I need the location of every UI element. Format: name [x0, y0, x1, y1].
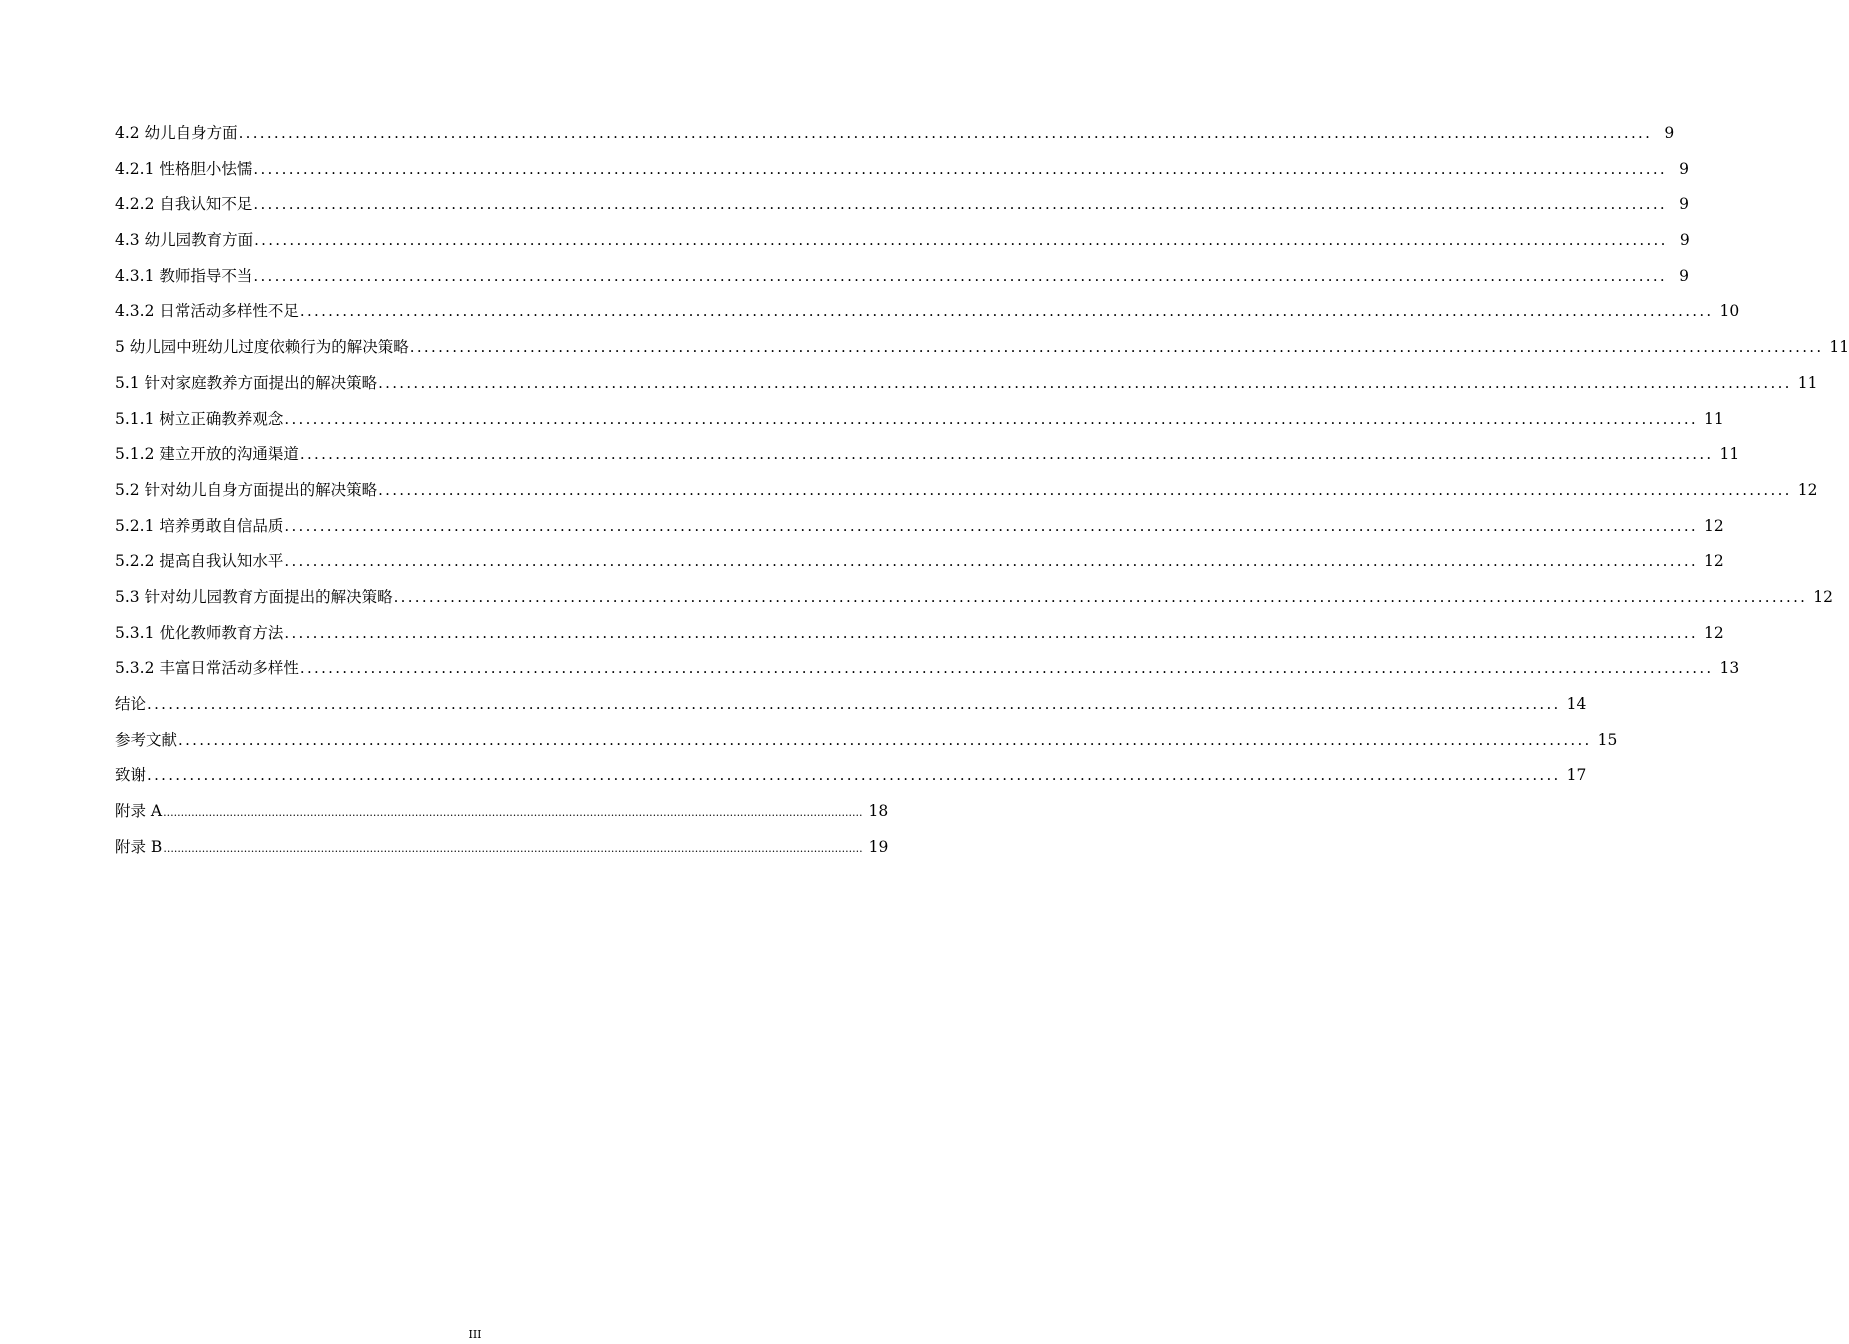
toc-leader-dots: ........................................................................................................................................................................................................ — [378, 480, 1792, 499]
toc-entry[interactable] — [115, 116, 1675, 152]
toc-entry-page: 11 — [1704, 409, 1724, 428]
toc-leader-dots: ........................................................................................................................................................................................................ — [253, 266, 1667, 285]
toc-leader-dots: ........................................................................................................................................................................................................ — [163, 841, 863, 855]
toc-entry[interactable] — [115, 152, 1689, 188]
toc-entry-title: 4.2.2 自我认知不足 — [115, 195, 253, 214]
toc-leader-dots: ........................................................................................................................................................................................................ — [284, 623, 1698, 642]
toc-entry[interactable] — [115, 580, 1833, 616]
toc-leader-dots: ........................................................................................................................................................................................................ — [254, 231, 1668, 250]
toc-entry-page: 14 — [1566, 695, 1587, 713]
toc-entry-title: 4.3.2 日常活动多样性不足 — [115, 302, 299, 321]
toc-entry[interactable] — [115, 223, 1690, 259]
toc-entry[interactable] — [115, 366, 1818, 402]
toc-entry[interactable] — [115, 473, 1818, 509]
toc-entry-page: 13 — [1719, 659, 1740, 678]
toc-entry[interactable] — [115, 687, 1587, 723]
toc-entry-page: 12 — [1704, 516, 1724, 535]
toc-entry[interactable] — [115, 651, 1740, 687]
toc-leader-dots: ........................................................................................................................................................................................................ — [299, 302, 1714, 321]
toc-entry-page: 12 — [1704, 552, 1724, 571]
toc-entry[interactable] — [115, 544, 1724, 580]
toc-entry-title: 5.1.2 建立开放的沟通渠道 — [115, 445, 299, 464]
toc-leader-dots: ........................................................................................................................................................................................................ — [409, 338, 1824, 357]
toc-leader-dots: ........................................................................................................................................................................................................ — [253, 159, 1667, 178]
toc-leader-dots: ........................................................................................................................................................................................................ — [299, 445, 1714, 464]
toc-entry-page: 11 — [1719, 445, 1740, 464]
toc-leader-dots: ........................................................................................................................................................................................................ — [284, 516, 1698, 535]
toc-entry-page: 9 — [1679, 195, 1689, 214]
toc-entry-title: 5.3 针对幼儿园教育方面提出的解决策略 — [115, 587, 393, 606]
toc-entry-page: 17 — [1566, 766, 1587, 785]
toc-entry-page: 19 — [868, 837, 889, 856]
toc-leader-dots: ........................................................................................................................................................................................................ — [253, 195, 1667, 214]
toc-entry-title: 5.2.2 提高自我认知水平 — [115, 552, 284, 571]
toc-entry[interactable] — [115, 294, 1740, 330]
toc-leader-dots: ........................................................................................................................................................................................................ — [147, 766, 1561, 785]
toc-leader-dots: ........................................................................................................................................................................................................ — [178, 730, 1592, 749]
toc-entry-page: 10 — [1719, 302, 1740, 321]
toc-entry-page: 11 — [1797, 373, 1818, 392]
toc-entry[interactable] — [115, 259, 1689, 295]
toc-entry-page: 12 — [1797, 480, 1818, 499]
toc-entry-title: 5.2.1 培养勇敢自信品质 — [115, 516, 284, 535]
toc-entry-title: 5.1 针对家庭教养方面提出的解决策略 — [115, 373, 378, 392]
toc-entry-title: 4.2.1 性格胆小怯懦 — [115, 159, 253, 178]
toc-entry-title: 5.2 针对幼儿自身方面提出的解决策略 — [115, 480, 378, 499]
toc-entry[interactable] — [115, 187, 1689, 223]
toc-leader-dots: ........................................................................................................................................................................................................ — [238, 124, 1653, 142]
toc-entry-title: 4.3.1 教师指导不当 — [115, 266, 253, 285]
toc-entry[interactable] — [115, 509, 1724, 545]
toc-entry-page: 15 — [1597, 730, 1618, 749]
toc-leader-dots: ........................................................................................................................................................................................................ — [284, 409, 1698, 428]
toc-entry-title: 4.2 幼儿自身方面 — [115, 124, 238, 142]
toc-leader-dots: ........................................................................................................................................................................................................ — [147, 695, 1561, 713]
toc-entry[interactable] — [115, 437, 1740, 473]
table-of-contents — [115, 116, 1849, 865]
toc-entry-title: 参考文献 — [115, 730, 178, 749]
toc-entry-title: 致谢 — [115, 766, 147, 785]
toc-entry[interactable] — [115, 616, 1724, 652]
toc-entry-title: 5 幼儿园中班幼儿过度依赖行为的解决策略 — [115, 338, 409, 357]
toc-entry-page: 9 — [1679, 159, 1689, 178]
toc-entry-page: 9 — [1664, 124, 1675, 142]
page-number: III — [468, 1328, 482, 1341]
toc-entry-title: 结论 — [115, 695, 147, 713]
toc-entry-page: 12 — [1704, 623, 1724, 642]
toc-leader-dots: ........................................................................................................................................................................................................ — [284, 552, 1698, 571]
toc-entry-title: 附录 B — [115, 837, 163, 856]
toc-entry-title: 5.1.1 树立正确教养观念 — [115, 409, 284, 428]
toc-entry-page: 18 — [868, 802, 889, 821]
toc-entry[interactable] — [115, 758, 1587, 794]
toc-entry[interactable] — [115, 402, 1724, 438]
toc-entry-page: 9 — [1679, 231, 1690, 250]
toc-entry-title: 4.3 幼儿园教育方面 — [115, 231, 254, 250]
toc-leader-dots: ........................................................................................................................................................................................................ — [378, 373, 1792, 392]
toc-entry[interactable] — [115, 794, 889, 830]
toc-entry-title: 附录 A — [115, 802, 163, 821]
toc-entry[interactable] — [115, 830, 889, 866]
toc-entry[interactable] — [115, 330, 1849, 366]
toc-entry-page: 12 — [1813, 587, 1833, 606]
toc-entry-title: 5.3.1 优化教师教育方法 — [115, 623, 284, 642]
toc-entry[interactable] — [115, 723, 1618, 759]
toc-entry-title: 5.3.2 丰富日常活动多样性 — [115, 659, 299, 678]
toc-entry-page: 11 — [1829, 338, 1849, 357]
toc-leader-dots: ........................................................................................................................................................................................................ — [163, 806, 863, 820]
toc-entry-page: 9 — [1679, 266, 1689, 285]
toc-leader-dots: ........................................................................................................................................................................................................ — [299, 659, 1714, 678]
toc-leader-dots: ........................................................................................................................................................................................................ — [393, 587, 1808, 606]
